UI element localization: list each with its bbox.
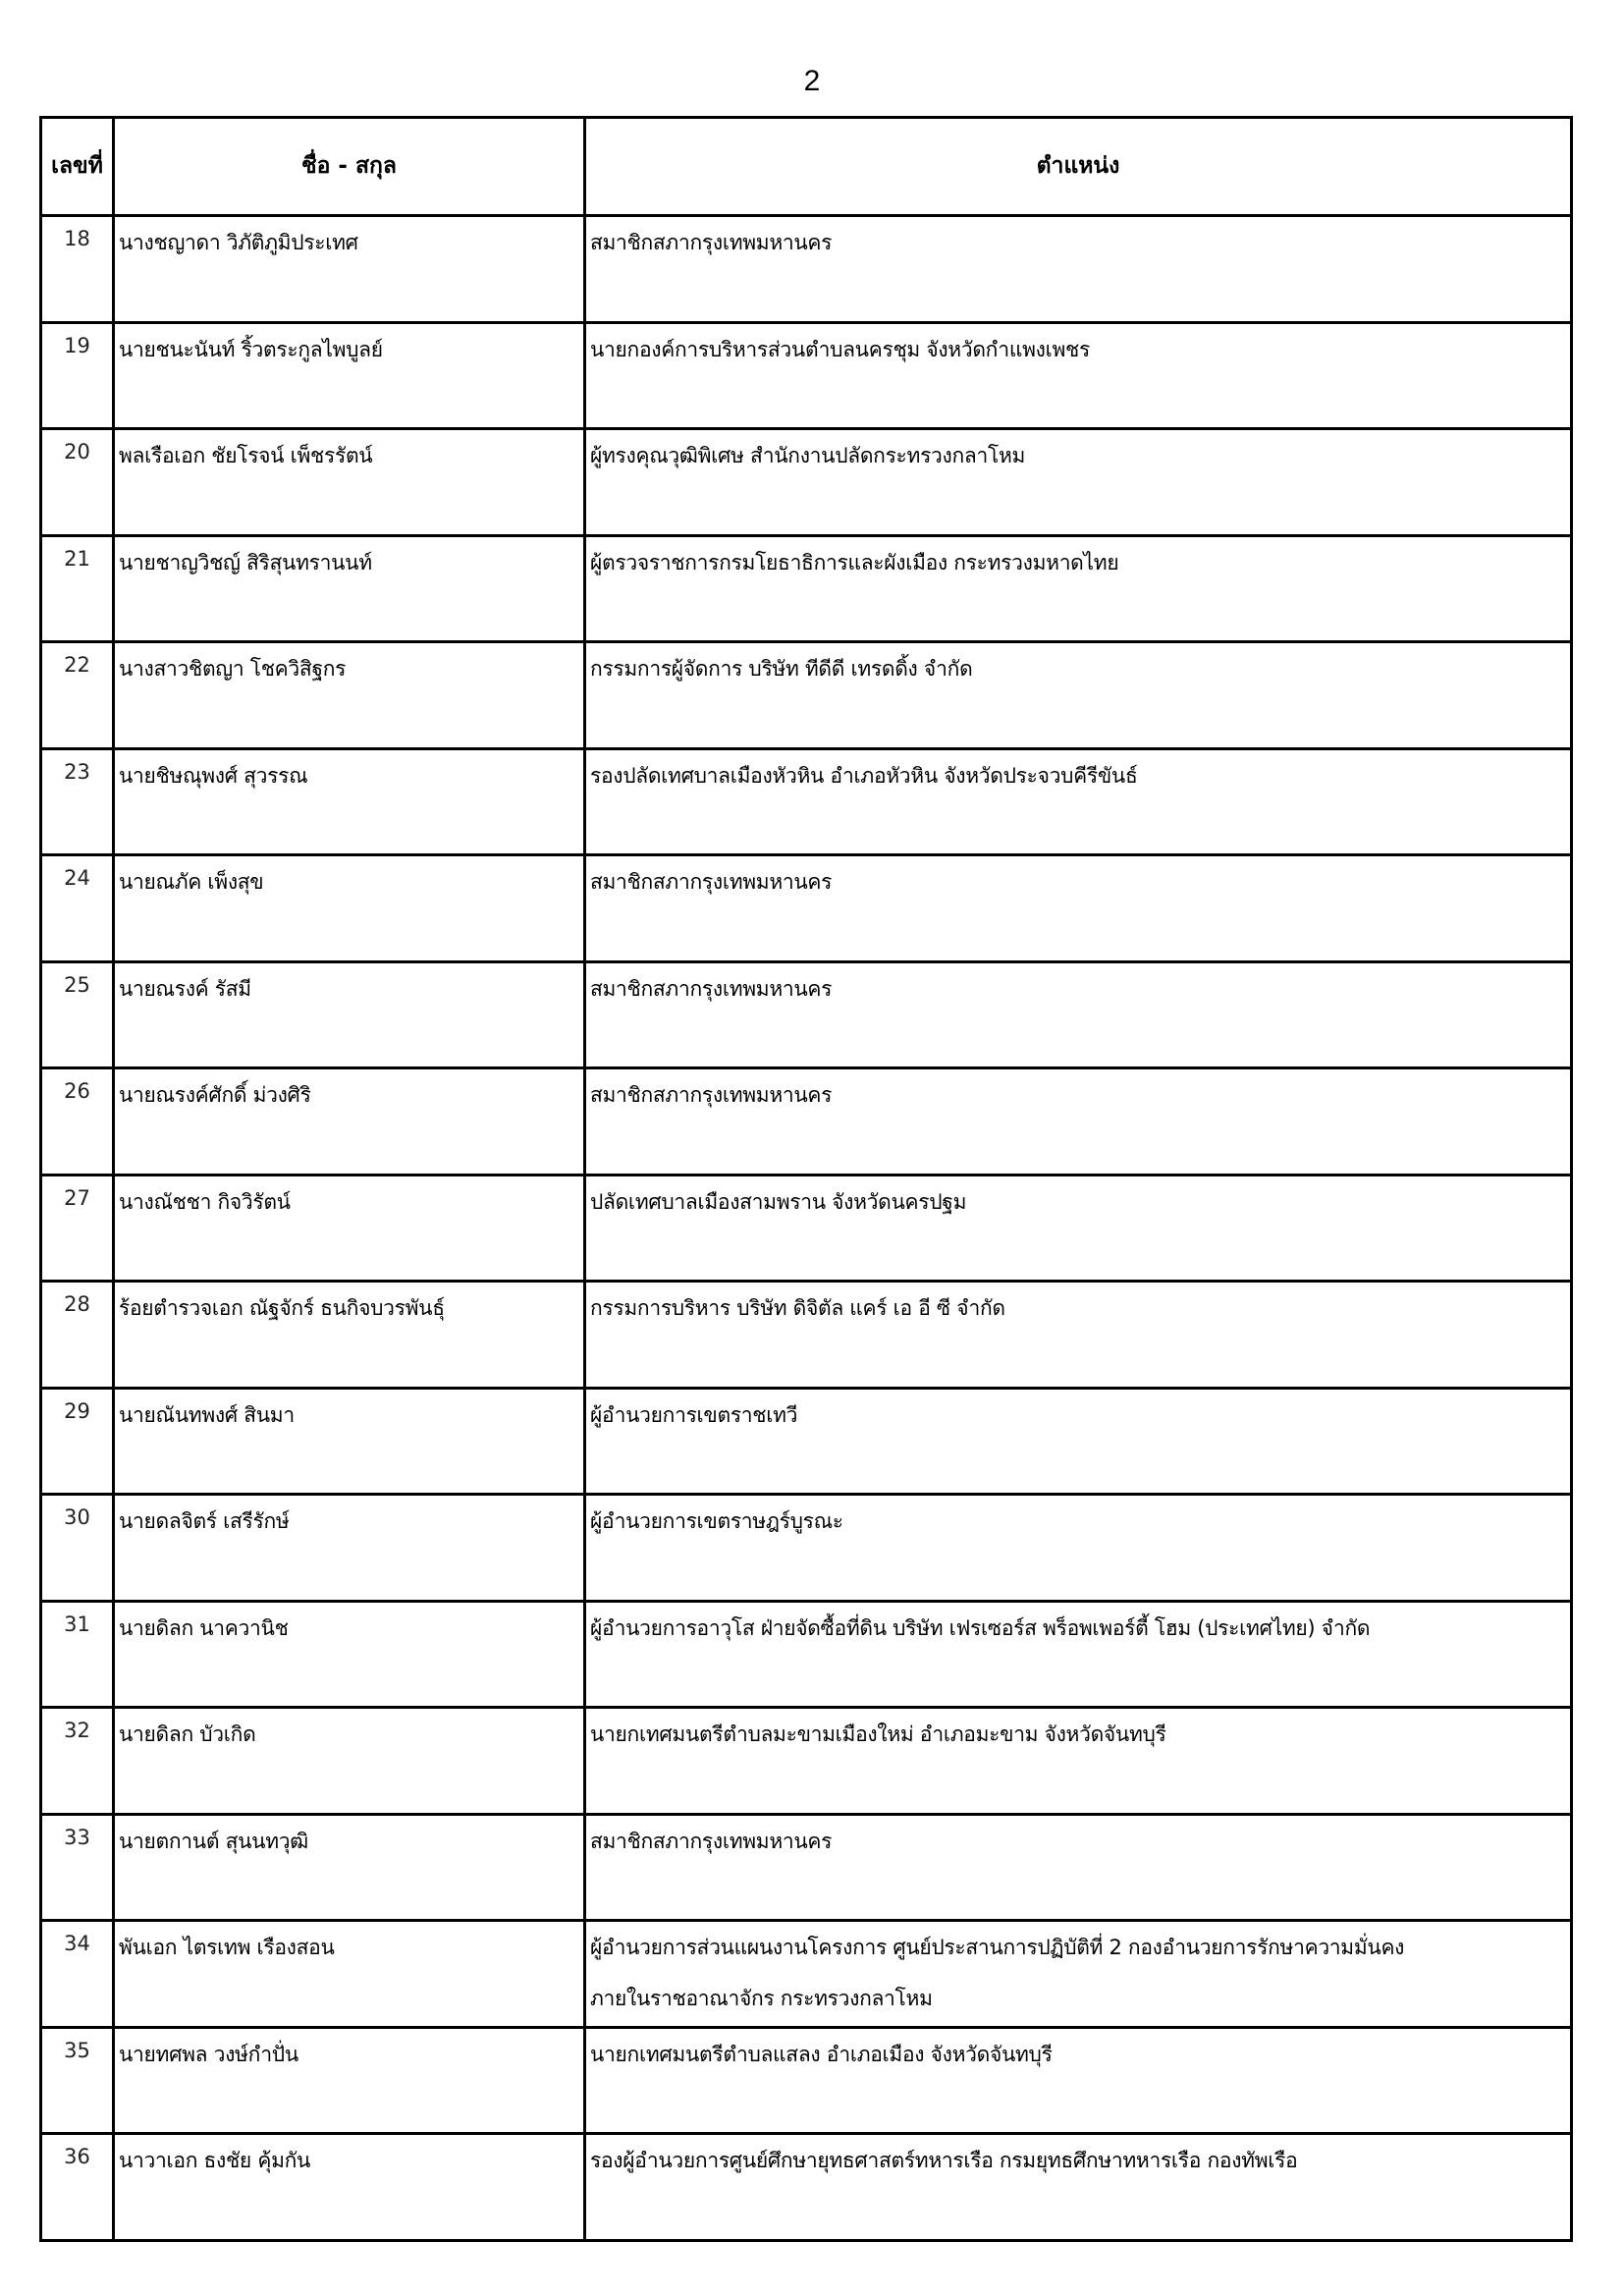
position-cell bbox=[585, 642, 1572, 749]
position-cell bbox=[585, 1068, 1572, 1175]
row-number: 22 bbox=[41, 642, 114, 749]
person-name: นายชาญวิชญ์ สิริสุนทรานนท์ bbox=[114, 535, 585, 642]
table-row bbox=[41, 961, 1572, 1068]
position-cell bbox=[585, 1921, 1572, 2028]
person-name: พันเอก ไตรเทพ เรืองสอน bbox=[114, 1921, 585, 2028]
position-text: กรรมการผู้จัดการ บริษัท ทีดีดี เทรดดิ้ง จำกัด bbox=[590, 657, 973, 681]
person-name: นายณรงค์ศักดิ์ ม่วงศิริ bbox=[114, 1068, 585, 1175]
position-text: รองผู้อำนวยการศูนย์ศึกษายุทธศาสตร์ทหารเรือ กรมยุทธศึกษาทหารเรือ กองทัพเรือ bbox=[590, 2149, 1298, 2172]
row-number: 19 bbox=[41, 322, 114, 429]
table-row bbox=[41, 855, 1572, 962]
position-text: ผู้อำนวยการส่วนแผนงานโครงการ ศูนย์ประสานการปฏิบัติที่ 2 กองอำนวยการรักษาความมั่นคง bbox=[590, 1936, 1405, 1959]
table-row bbox=[41, 535, 1572, 642]
position-text: นายกเทศมนตรีตำบลมะขามเมืองใหม่ อำเภอมะขาม จังหวัดจันทบุรี bbox=[590, 1722, 1166, 1746]
person-name: นายชนะนันท์ ริ้วตระกูลไพบูลย์ bbox=[114, 322, 585, 429]
table-row bbox=[41, 216, 1572, 323]
person-name: นายทศพล วงษ์กำปั่น bbox=[114, 2027, 585, 2134]
position-text: นายกองค์การบริหารส่วนตำบลนครชุม จังหวัดกำแพงเพชร bbox=[590, 337, 1090, 361]
position-text: ผู้อำนวยการอาวุโส ฝ่ายจัดซื้อที่ดิน บริษัท เฟรเซอร์ส พร็อพเพอร์ตี้ โฮม (ประเทศไทย) จำกัด bbox=[590, 1615, 1371, 1640]
person-name: นายชิษณุพงศ์ สุวรรณ bbox=[114, 748, 585, 855]
table-row bbox=[41, 429, 1572, 536]
table-header-row bbox=[41, 118, 1572, 216]
row-number: 34 bbox=[41, 1921, 114, 2028]
position-text: ผู้อำนวยการเขตราษฎร์บูรณะ bbox=[590, 1509, 843, 1533]
position-text: ผู้อำนวยการเขตราชเทวี bbox=[590, 1402, 798, 1427]
row-number: 32 bbox=[41, 1708, 114, 1815]
position-cell bbox=[585, 2134, 1572, 2241]
row-number: 30 bbox=[41, 1495, 114, 1602]
person-name: นายณรงค์ รัสมี bbox=[114, 961, 585, 1068]
position-text: นายกเทศมนตรีตำบลแสลง อำเภอเมือง จังหวัดจันทบุรี bbox=[590, 2042, 1053, 2066]
position-cell bbox=[585, 216, 1572, 323]
row-number: 20 bbox=[41, 429, 114, 536]
table-body bbox=[41, 216, 1572, 2241]
position-text: สมาชิกสภากรุงเทพมหานคร bbox=[590, 1829, 833, 1853]
position-text: รองปลัดเทศบาลเมืองหัวหิน อำเภอหัวหิน จังหวัดประจวบคีรีขันธ์ bbox=[590, 763, 1138, 788]
person-name: นายณันทพงศ์ สินมา bbox=[114, 1388, 585, 1495]
row-number: 25 bbox=[41, 961, 114, 1068]
table-row bbox=[41, 1495, 1572, 1602]
table-row bbox=[41, 748, 1572, 855]
table-row bbox=[41, 1921, 1572, 2028]
position-text: ผู้ทรงคุณวุฒิพิเศษ สำนักงานปลัดกระทรวงกลาโหม bbox=[590, 444, 1026, 467]
row-number: 31 bbox=[41, 1601, 114, 1708]
position-cell bbox=[585, 1601, 1572, 1708]
row-number: 28 bbox=[41, 1282, 114, 1389]
row-number: 24 bbox=[41, 855, 114, 962]
position-cell bbox=[585, 535, 1572, 642]
position-cell bbox=[585, 1495, 1572, 1602]
header-position: ตำแหน่ง bbox=[585, 118, 1572, 216]
person-name: นายดลจิตร์ เสรีรักษ์ bbox=[114, 1495, 585, 1602]
person-name: นายตกานต์ สุนนทวุฒิ bbox=[114, 1814, 585, 1921]
position-cell bbox=[585, 1282, 1572, 1389]
position-cell bbox=[585, 1708, 1572, 1815]
position-text: สมาชิกสภากรุงเทพมหานคร bbox=[590, 1083, 833, 1107]
table-row bbox=[41, 1601, 1572, 1708]
person-name: นางสาวชิตญา โชควิสิฐกร bbox=[114, 642, 585, 749]
person-name: พลเรือเอก ชัยโรจน์ เพ็ชรรัตน์ bbox=[114, 429, 585, 536]
row-number: 35 bbox=[41, 2027, 114, 2134]
row-number: 23 bbox=[41, 748, 114, 855]
position-text: ปลัดเทศบาลเมืองสามพราน จังหวัดนครปฐม bbox=[590, 1189, 967, 1214]
position-text: ภายในราชอาณาจักร กระทรวงกลาโหม bbox=[590, 1987, 933, 2010]
person-name: นายณภัค เพ็งสุข bbox=[114, 855, 585, 962]
position-cell bbox=[585, 1175, 1572, 1282]
position-cell bbox=[585, 748, 1572, 855]
position-text: สมาชิกสภากรุงเทพมหานคร bbox=[590, 976, 833, 1001]
person-name: นายดิลก นาควานิช bbox=[114, 1601, 585, 1708]
position-cell bbox=[585, 322, 1572, 429]
row-number: 26 bbox=[41, 1068, 114, 1175]
person-name: ร้อยตำรวจเอก ณัฐจักร์ ธนกิจบวรพันธุ์ bbox=[114, 1282, 585, 1389]
header-number: เลขที่ bbox=[41, 118, 114, 216]
row-number: 21 bbox=[41, 535, 114, 642]
table-row bbox=[41, 1388, 1572, 1495]
table-row bbox=[41, 1068, 1572, 1175]
position-cell bbox=[585, 961, 1572, 1068]
table-row bbox=[41, 1175, 1572, 1282]
table-row bbox=[41, 322, 1572, 429]
table-row bbox=[41, 2027, 1572, 2134]
row-number: 29 bbox=[41, 1388, 114, 1495]
position-cell bbox=[585, 429, 1572, 536]
table-row bbox=[41, 1814, 1572, 1921]
position-text: สมาชิกสภากรุงเทพมหานคร bbox=[590, 231, 833, 254]
person-name: นางชญาดา วิภัติภูมิประเทศ bbox=[114, 216, 585, 323]
table-row bbox=[41, 1282, 1572, 1389]
position-cell bbox=[585, 1388, 1572, 1495]
page-number: 2 bbox=[803, 65, 821, 97]
person-name: นาวาเอก ธงชัย คุ้มกัน bbox=[114, 2134, 585, 2241]
roster-table bbox=[39, 116, 1573, 2242]
position-text: กรรมการบริหาร บริษัท ดิจิตัล แคร์ เอ อี ซี จำกัด bbox=[590, 1296, 1005, 1320]
row-number: 36 bbox=[41, 2134, 114, 2241]
person-name: นางณัชชา กิจวิรัตน์ bbox=[114, 1175, 585, 1282]
position-text: ผู้ตรวจราชการกรมโยธาธิการและผังเมือง กระทรวงมหาดไทย bbox=[590, 550, 1119, 574]
position-cell bbox=[585, 1814, 1572, 1921]
person-name: นายดิลก บัวเกิด bbox=[114, 1708, 585, 1815]
row-number: 18 bbox=[41, 216, 114, 323]
row-number: 27 bbox=[41, 1175, 114, 1282]
table-row bbox=[41, 2134, 1572, 2241]
position-cell bbox=[585, 2027, 1572, 2134]
table-row bbox=[41, 1708, 1572, 1815]
table-row bbox=[41, 642, 1572, 749]
position-text: สมาชิกสภากรุงเทพมหานคร bbox=[590, 870, 833, 894]
position-cell bbox=[585, 855, 1572, 962]
row-number: 33 bbox=[41, 1814, 114, 1921]
header-name: ชื่อ - สกุล bbox=[114, 118, 585, 216]
